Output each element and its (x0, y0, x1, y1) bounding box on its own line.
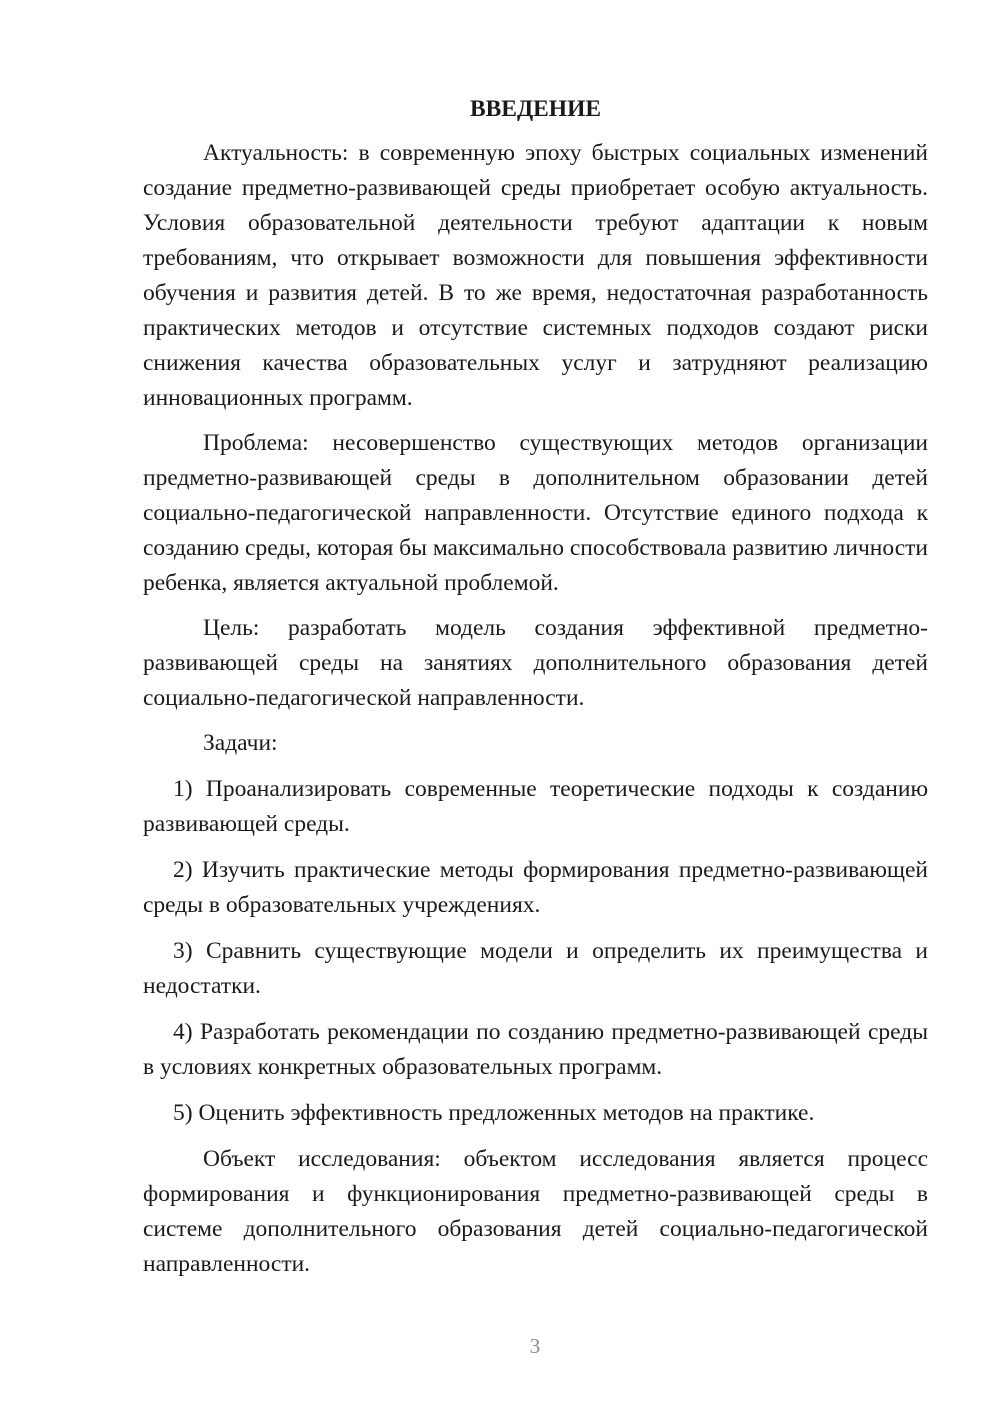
page-number: 3 (529, 1334, 541, 1358)
relevance-paragraph: Актуальность: в современную эпоху быстрых социальных изменений создание предметно-развивающей среды приобретает особую актуальность. Условия образовательной деятельности требуют адаптации к новым требованиям, что открывает возможности для повышения эффективности обучения и развития детей. В то же время, недостаточная разработанность практических методов и отсутствие системных подходов создают риски снижения качества образовательных услуг и затрудняют реализацию инновационных программ. (143, 140, 928, 411)
tasks-label: Задачи: (203, 730, 278, 756)
section-title: ВВЕДЕНИЕ (469, 96, 602, 122)
problem-paragraph: Проблема: несовершенство существующих методов организации предметно-развивающей среды в дополнительном образовании детей социально-педагогической направленности. Отсутствие единого подхода к созданию среды, которая бы максимально способствовала развитию личности ребенка, является актуальной проблемой. (143, 430, 928, 596)
task-item: 4) Разработать рекомендации по созданию предметно-развивающей среды в условиях конкретных образовательных программ. (143, 1019, 928, 1080)
task-item: 2) Изучить практические методы формирования предметно-развивающей среды в образовательных учреждениях. (143, 857, 928, 918)
object-paragraph: Объект исследования: объектом исследования является процесс формирования и функционирования предметно-развивающей среды в системе дополнительного образования детей социально-педагогической направленности. (143, 1146, 928, 1277)
goal-paragraph: Цель: разработать модель создания эффективной предметно-развивающей среды на занятиях дополнительного образования детей социально-педагогической направленности. (143, 615, 928, 711)
page-body (143, 92, 928, 1292)
task-item: 5) Оценить эффективность предложенных методов на практике. (173, 1100, 815, 1126)
task-item: 1) Проанализировать современные теоретические подходы к созданию развивающей среды. (143, 776, 928, 837)
task-item: 3) Сравнить существующие модели и определить их преимущества и недостатки. (143, 938, 928, 999)
